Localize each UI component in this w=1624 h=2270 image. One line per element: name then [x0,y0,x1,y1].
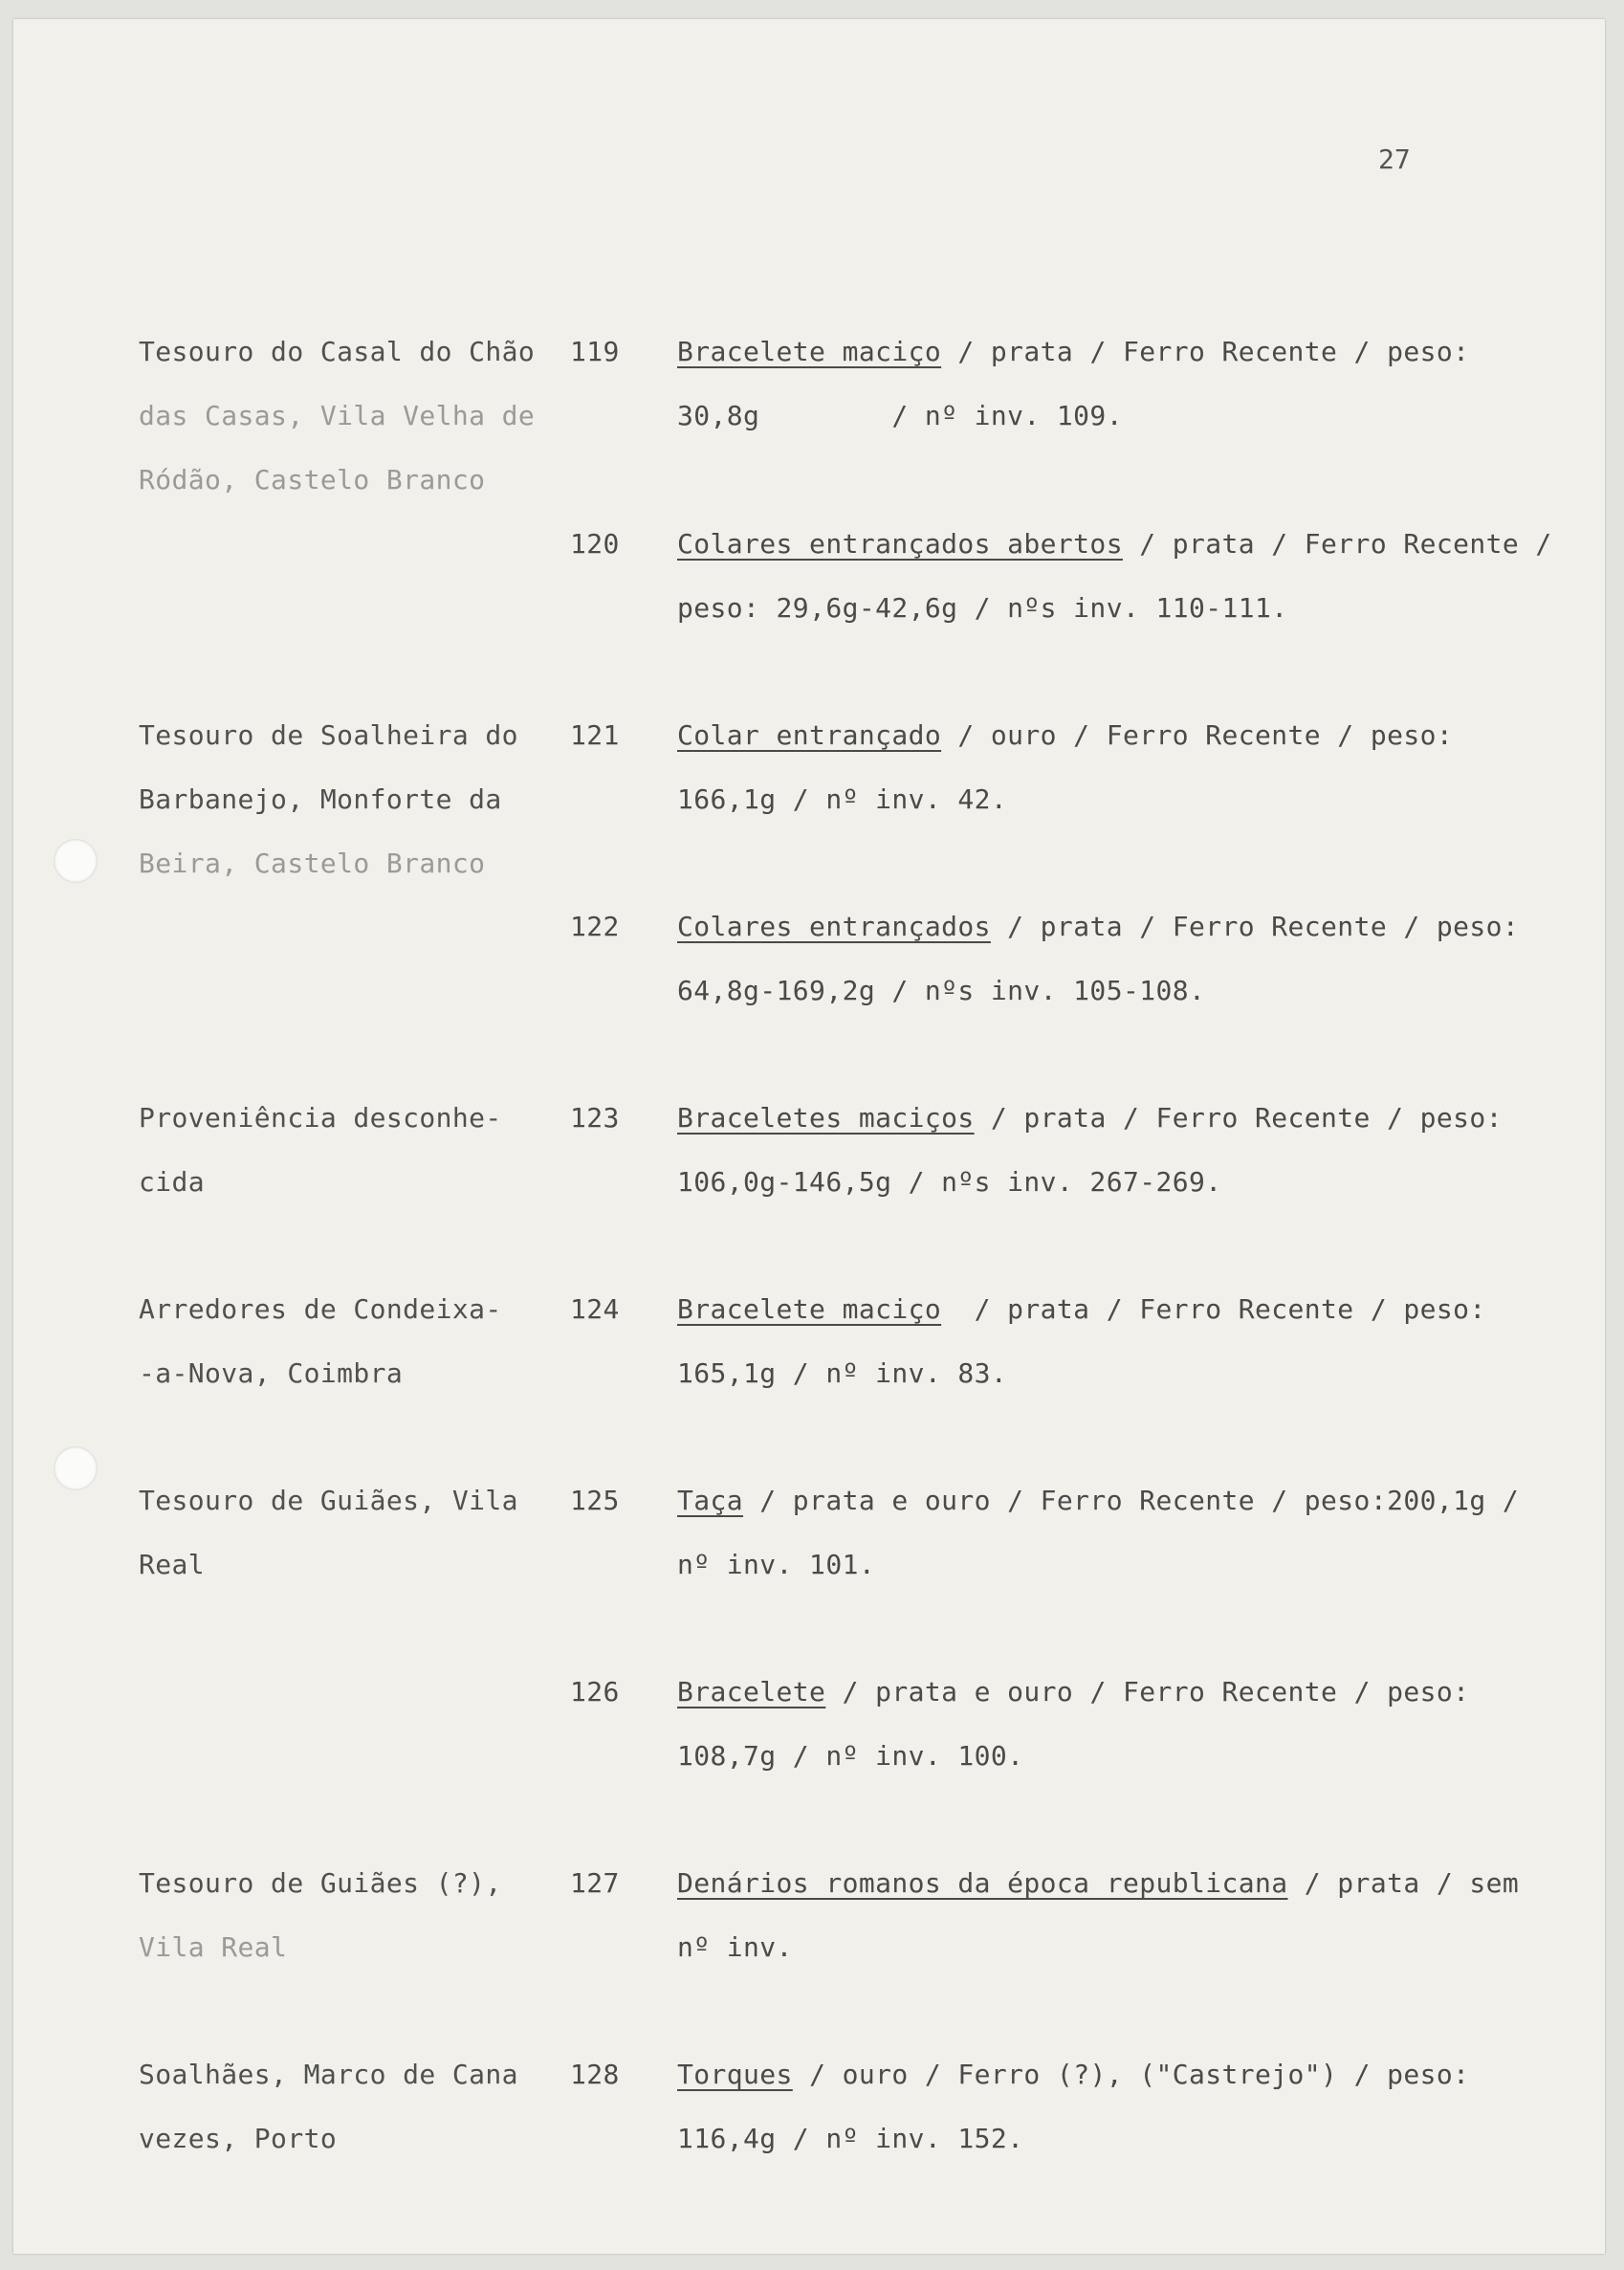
location-text: Tesouro de Guiães, Vila Real [139,1485,518,1580]
item-description: Colar entrançado / ouro / Ferro Recente / peso: 166,1g / nº inv. 42. [677,719,1454,815]
item-number: 123 [570,1102,620,1134]
location-text: Soalhães, Marco de Cana vezes, Porto [139,2059,518,2154]
item-title: Bracelete maciço [677,336,942,367]
item-title: Colar entrançado [677,719,942,751]
item-number: 126 [570,1676,620,1708]
item-description: Denários romanos da época republicana / prata / sem nº inv. [677,1867,1520,1963]
item-number: 120 [570,528,620,560]
item-title: Bracelete [677,1676,826,1708]
location-text: Tesouro de Soalheira do Barbanejo, Monforte da Beira, Castelo Branco [139,719,518,879]
item-number: 128 [570,2059,620,2090]
item-number: 125 [570,1485,620,1516]
location-text: Arredores de Condeixa- -a-Nova, Coimbra [139,1293,502,1389]
item-description: Bracelete / prata e ouro / Ferro Recente / peso: 108,7g / nº inv. 100. [677,1676,1470,1772]
item-number: 121 [570,719,620,751]
item-title: Taça [677,1485,744,1516]
item-description: Colares entrançados / prata / Ferro Recente / peso: 64,8g-169,2g / nºs inv. 105-108. [677,911,1520,1006]
item-description: Bracelete maciço / prata / Ferro Recente / peso: 30,8g / nº inv. 109. [677,336,1470,431]
item-number: 127 [570,1867,620,1899]
punch-hole [54,1446,98,1490]
item-description: Braceletes maciços / prata / Ferro Recente / peso: 106,0g-146,5g / nºs inv. 267-269. [677,1102,1503,1198]
item-number: 122 [570,911,620,942]
item-number: 119 [570,336,620,367]
item-description: Torques / ouro / Ferro (?), ("Castrejo") / peso: 116,4g / nº inv. 152. [677,2059,1470,2154]
location-text: Tesouro de Guiães (?), Vila Real [139,1867,502,1963]
location-text: Proveniência desconhe- cida [139,1102,502,1198]
page-number: 27 [1378,143,1411,175]
punch-hole [54,839,98,883]
location-text: Tesouro do Casal do Chão das Casas, Vila Velha de Ródão, Castelo Branco [139,336,536,496]
item-title: Braceletes maciços [677,1102,975,1134]
item-number: 124 [570,1293,620,1325]
item-description: Taça / prata e ouro / Ferro Recente / peso:200,1g / nº inv. 101. [677,1485,1520,1580]
item-title: Torques [677,2059,793,2090]
item-title: Denários romanos da época republicana [677,1867,1288,1899]
item-title: Colares entrançados [677,911,991,942]
item-title: Bracelete maciço [677,1293,942,1325]
item-title: Colares entrançados abertos [677,528,1123,560]
item-description: Bracelete maciço / prata / Ferro Recente / peso: 165,1g / nº inv. 83. [677,1293,1486,1389]
item-description: Colares entrançados abertos / prata / Ferro Recente / peso: 29,6g-42,6g / nºs inv. 110-111. [677,528,1552,624]
